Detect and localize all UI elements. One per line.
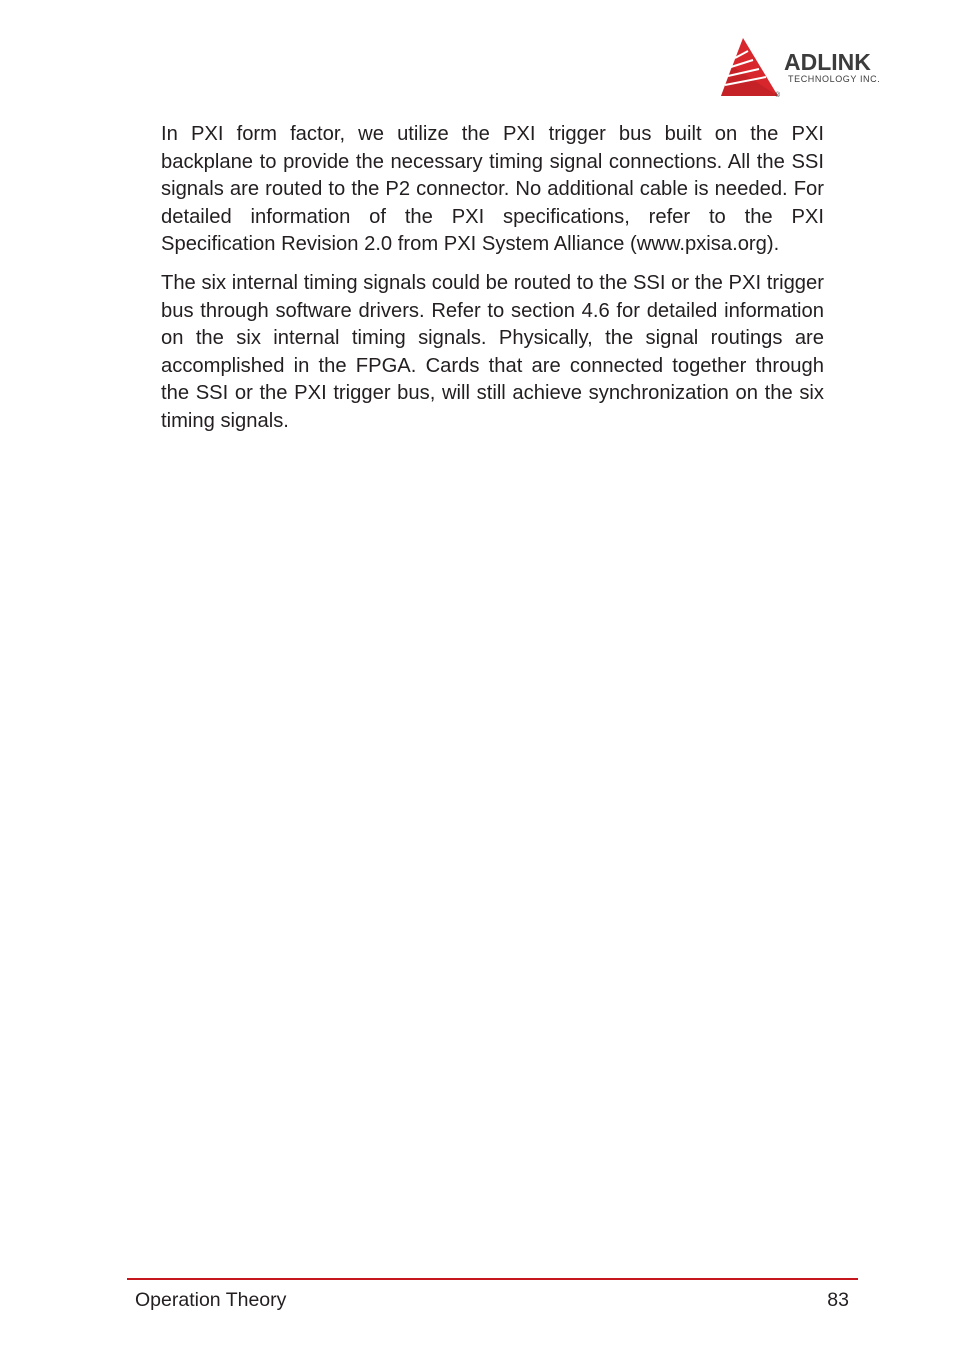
paragraph-internal-timing-signals: The six internal timing signals could be routed to the SSI or the PXI trigger bus through software drivers. Refer to section 4.6 for detailed information on the six internal timing signals. Physically, the signal routings are accomplished in the FPGA. Cards that are connected together through the SSI or the PXI trigger bus, will still achieve synchronization on the six timing signals. <box>161 271 824 432</box>
footer-section-title: Operation Theory <box>135 1289 287 1311</box>
adlink-logo <box>718 36 914 98</box>
footer-divider <box>127 1278 858 1280</box>
adlink-triangle-icon <box>721 38 778 96</box>
footer-page-number: 83 <box>827 1289 849 1311</box>
page-body <box>161 121 824 447</box>
paragraph-pxi-trigger-bus: In PXI form factor, we utilize the PXI trigger bus built on the PXI backplane to provide the necessary timing signal connections. All the SSI signals are routed to the P2 connector. No additional cable is needed. For detailed information of the PXI specifications, refer to the PXI Specification Revision 2.0 from PXI System Alliance (www.pxisa.org). <box>161 123 824 256</box>
logo-registered-mark: ® <box>775 92 781 98</box>
logo-tagline: TECHNOLOGY INC. <box>788 74 881 84</box>
logo-brand: ADLINK <box>784 49 871 75</box>
adlink-logo-graphic <box>718 36 914 98</box>
